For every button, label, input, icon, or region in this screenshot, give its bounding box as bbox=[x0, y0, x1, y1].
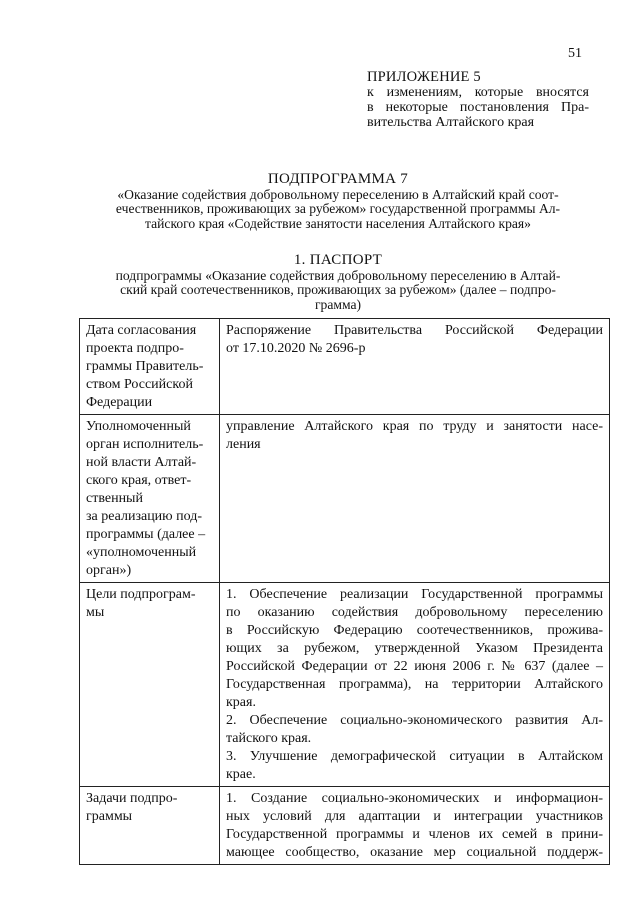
passport-heading: 1. ПАСПОРТ bbox=[293, 252, 383, 268]
passport-title-line: подпрограммы «Оказание содействия добровольному переселению в Алтай- bbox=[115, 267, 561, 283]
appendix-header bbox=[367, 70, 589, 130]
row-value: 1. Создание социально-экономических и информацион- ных условий для адаптации и интеграции участников Государственной программы и членов их семей в прини- мающее сообщество, оказание мер социальной поддерж- bbox=[220, 787, 610, 865]
table-row bbox=[80, 583, 610, 787]
passport-title-line: грамма) bbox=[314, 296, 362, 312]
row-label: Уполномоченный орган исполнитель- ной власти Алтай- ского края, ответ- ственный за реализацию под- программы (далее – «уполномоченный орган») bbox=[80, 415, 220, 583]
row-label: Дата согласования проекта подпро- граммы Правитель- ством Российской Федерации bbox=[80, 319, 220, 415]
row-value: управление Алтайского края по труду и занятости насе- ления bbox=[220, 415, 610, 583]
row-value: 1. Обеспечение реализации Государственной программы по оказанию содействия добровольному переселению в Российскую Федерацию соотечественников, прожива- ющих за рубежом, утвержденной Указом Президента Российской Федерации от 22 июня 2006 г. № 637 (далее – Государственная программа), на территории Алтайского края. 2. Обеспечение социально-экономического развития Ал- тайского края. 3. Улучшение демографической ситуации в Алтайском крае. bbox=[220, 583, 610, 787]
table-row bbox=[80, 787, 610, 865]
appendix-line: к изменениям, которые вносятся bbox=[367, 85, 589, 100]
table-row bbox=[80, 319, 610, 415]
appendix-line: в некоторые постановления Пра- bbox=[367, 100, 589, 115]
row-value: Распоряжение Правительства Российской Федерации от 17.10.2020 № 2696-р bbox=[220, 319, 610, 415]
passport-title-block bbox=[88, 253, 588, 312]
row-label: Цели подпрограм- мы bbox=[80, 583, 220, 787]
table-row bbox=[80, 415, 610, 583]
row-label: Задачи подпро- граммы bbox=[80, 787, 220, 865]
passport-table bbox=[79, 318, 610, 865]
appendix-title: ПРИЛОЖЕНИЕ 5 bbox=[367, 69, 481, 85]
subprogram-title-line: ечественников, проживающих за рубежом» государственной программы Ал- bbox=[115, 201, 561, 216]
subprogram-title-line: тайского края «Содействие занятости населения Алтайского края» bbox=[145, 215, 531, 231]
subprogram-title-line: «Оказание содействия добровольному переселению в Алтайский край соот- bbox=[117, 186, 559, 202]
subprogram-heading: ПОДПРОГРАММА 7 bbox=[267, 171, 409, 187]
appendix-line: вительства Алтайского края bbox=[367, 115, 535, 130]
page-number: 51 bbox=[568, 46, 582, 61]
subprogram-title-block bbox=[88, 172, 588, 231]
passport-title-line: ский край соотечественников, проживающих за рубежом» (далее – подпро- bbox=[120, 282, 556, 297]
